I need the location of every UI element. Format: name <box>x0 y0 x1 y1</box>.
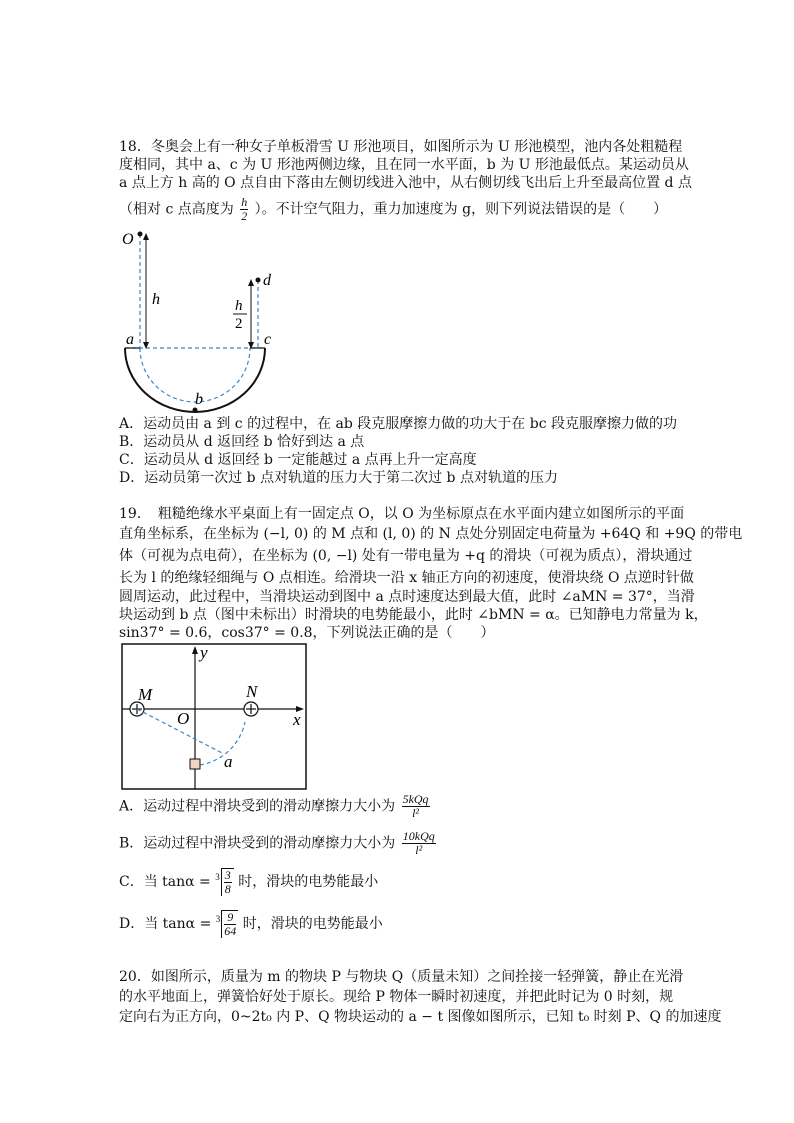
fraction-denominator: 64 <box>224 924 237 938</box>
q19-line-6: 块运动到 b 点（图中未标出）时滑块的电势能最小，此时 ∠bMN = α。已知静电力常量为 k， <box>119 607 708 623</box>
q18-fraction-h-over-2 <box>240 196 248 223</box>
q18-option-c[interactable]: C．运动员从 d 返回经 b 一定能越过 a 点再上升一定高度 <box>119 452 477 468</box>
q19-line-3: 体（可视为点电荷），在坐标为 (0, −l) 处有一带电量为 +q 的滑块（可视为质点），滑块通过 <box>119 548 693 564</box>
label-h2-num: h <box>235 298 243 314</box>
fraction-numerator: 5kQq <box>402 792 429 806</box>
option-a-text: A．运动过程中滑块受到的滑动摩擦力大小为 <box>119 798 396 815</box>
q20-line-2: 的水平地面上，弹簧恰好处于原长。现给 P 物体一瞬时初速度，并把此时记为 0 时刻，规 <box>119 989 674 1005</box>
label-a-point: a <box>224 752 233 771</box>
q18-option-b[interactable]: B．运动员从 d 返回经 b 恰好到达 a 点 <box>119 434 365 450</box>
label-o-origin: O <box>177 709 190 728</box>
slider-block <box>190 759 200 769</box>
q20-line-1: 20．如图所示，质量为 m 的物块 P 与物块 Q（质量未知）之间拴接一轻弹簧，静止在光滑 <box>119 969 684 985</box>
label-h2-den: 2 <box>235 316 243 332</box>
root-index: 3 <box>215 872 220 882</box>
option-b-text: B．运动过程中滑块受到的滑动摩擦力大小为 <box>119 835 396 852</box>
label-b: b <box>195 391 203 408</box>
q18-line-2: 度相同，其中 a、c 为 U 形池两侧边缘，且在同一水平面，b 为 U 形池最低点。某运动员从 <box>119 157 689 173</box>
q19-line-4: 长为 l 的绝缘轻细绳与 O 点相连。给滑块一沿 x 轴正方向的初速度，使滑块绕 O 点逆时针做 <box>119 570 694 586</box>
option-b-fraction <box>402 830 436 857</box>
label-c: c <box>264 331 272 348</box>
option-c-post: 时，滑块的电势能最小 <box>238 874 379 890</box>
option-c-text: C．当 tanα = <box>119 874 211 890</box>
fraction-denominator: l² <box>415 843 423 857</box>
q18-line-1: 18．冬奥会上有一种女子单板滑雪 U 形池项目，如图所示为 U 形池模型，池内各处粗糙程 <box>119 139 683 155</box>
q19-line-7: sin37° = 0.6，cos37° = 0.8，下列说法正确的是（ ） <box>119 625 495 641</box>
q18-option-d[interactable]: D．运动员第一次过 b 点对轨道的压力大于第二次过 b 点对轨道的压力 <box>119 470 558 486</box>
fraction-numerator: h <box>241 195 248 209</box>
label-o: O <box>122 231 134 248</box>
label-a: a <box>126 331 134 348</box>
q19-option-c[interactable] <box>119 868 378 896</box>
label-n: N <box>246 682 258 701</box>
circle-arc-dashed <box>200 722 245 765</box>
option-d-cube-root <box>216 910 239 938</box>
q18-line-4b: ）。不计空气阻力，重力加速度为 g，则下列说法错误的是（ ） <box>254 201 668 218</box>
option-c-cube-root <box>215 868 234 896</box>
label-y: y <box>200 643 208 662</box>
q19-line-1: 19． 粗糙绝缘水平桌面上有一固定点 O，以 O 为坐标原点在水平面内建立如图所示的平面 <box>119 506 685 522</box>
q18-u-pool-diagram <box>118 224 288 414</box>
q20-line-3: 定向右为正方向，0~2t₀ 内 P、Q 物块运动的 a − t 图像如图所示，已知 t₀ 时刻 P、Q 的加速度 <box>119 1009 722 1025</box>
table-frame <box>122 644 306 789</box>
fraction-numerator: 9 <box>224 911 236 925</box>
q19-line-5: 圆周运动，此过程中，当滑块运动到图中 a 点时速度达到最大值，此时 ∠aMN = 37°，当滑 <box>119 589 695 605</box>
label-m: M <box>138 685 153 704</box>
option-d-post: 时，滑块的电势能最小 <box>242 916 383 932</box>
q19-line-2: 直角坐标系，在坐标为 (−l, 0) 的 M 点和 (l, 0) 的 N 点处分别固定电荷量为 +64Q 和 +9Q 的带电 <box>119 526 743 542</box>
option-a-fraction <box>402 793 430 820</box>
point-b <box>193 408 198 413</box>
fraction-denominator: 8 <box>224 882 231 896</box>
point-d <box>256 278 261 283</box>
q19-coordinate-diagram <box>120 642 310 792</box>
fraction-numerator: 3 <box>224 868 231 882</box>
fraction-denominator: 2 <box>241 209 248 223</box>
q19-option-b[interactable] <box>119 830 438 857</box>
q18-line-4 <box>119 196 667 223</box>
root-index: 3 <box>215 914 221 924</box>
q18-line-4a: （相对 c 点高度为 <box>119 201 234 218</box>
option-d-text: D．当 tanα = <box>119 916 212 932</box>
point-o <box>138 232 143 237</box>
fraction-denominator: l² <box>412 806 420 820</box>
q19-option-d[interactable] <box>119 910 383 938</box>
q19-option-a[interactable] <box>119 793 432 820</box>
fraction-numerator: 10kQq <box>402 829 435 843</box>
q18-option-a[interactable]: A．运动员由 a 到 c 的过程中，在 ab 段克服摩擦力做的功大于在 bc 段克服摩擦力做的功 <box>119 416 678 432</box>
label-d: d <box>263 272 271 289</box>
label-h: h <box>152 291 160 308</box>
q18-line-3: a 点上方 h 高的 O 点自由下落由左侧切线进入池中，从右侧切线飞出后上升至最高位置 d 点 <box>119 175 692 191</box>
label-x: x <box>293 710 301 729</box>
